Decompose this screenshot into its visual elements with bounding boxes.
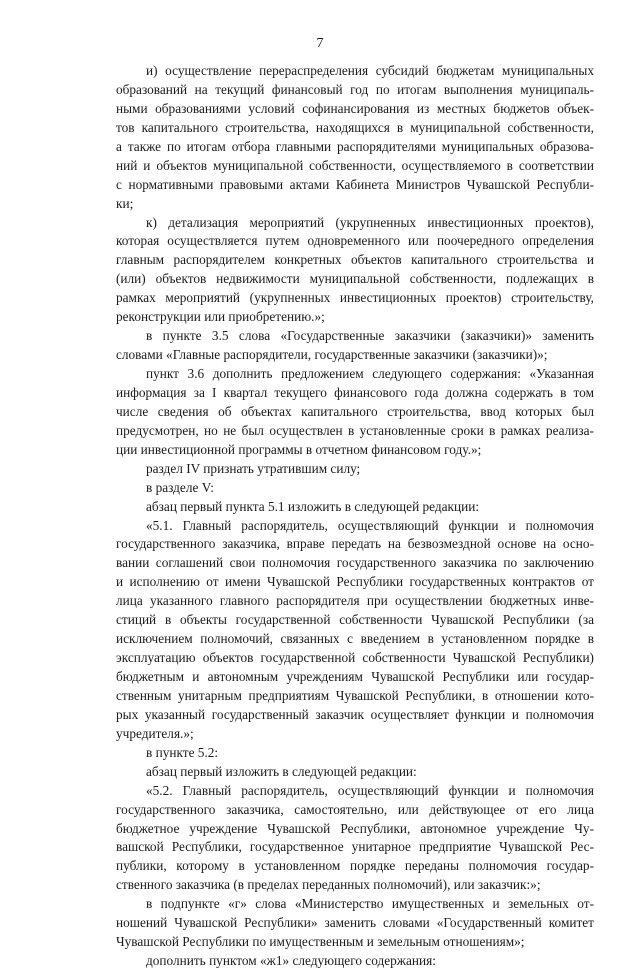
text-line: числе сведения об объектах капитального строительства, ввод которых был: [116, 403, 594, 419]
text-line: исключением полномочий, связанных с введением в установленном порядке в: [116, 631, 594, 647]
text-line: государственного заказчика, самостоятельно, или действующее от его лица: [116, 801, 594, 817]
document-body: [116, 62, 594, 971]
text-line: ношений Чувашской Республики» заменить словами «Государственный комитет: [116, 915, 594, 931]
text-line: ции инвестиционной программы в отчетном финансовом году.»;: [116, 441, 482, 457]
text-line: образований на текущий финансовый год по итогам выполнения муниципаль-: [116, 81, 594, 97]
text-line: вашской Республики, государственное унитарное предприятие Чувашской Рес-: [116, 839, 594, 855]
text-line: а также по итогам отбора главными распорядителями муниципальных образова-: [116, 138, 594, 154]
text-line: бюджетное учреждение Чувашской Республики, автономное учреждение Чу-: [116, 820, 594, 836]
text-line: предусмотрен, но не был осуществлен в установленные сроки в рамках реализа-: [116, 422, 594, 438]
text-line: вании соглашений свои полномочия государственного заказчика по заключению: [116, 555, 594, 571]
text-line: в разделе V:: [146, 479, 215, 495]
text-line: и) осуществление перераспределения субсидий бюджетам муниципальных: [146, 63, 594, 78]
text-line: в пункте 3.5 слова «Государственные заказчики (заказчики)» заменить: [146, 328, 594, 344]
text-line: тов капитального строительства, находящихся в муниципальной собственности,: [116, 119, 594, 135]
text-line: главным распорядителем конкретных объектов капитального строительства и: [116, 252, 594, 268]
text-line: ний и объектов муниципальной собственности, осуществляемого в соответствии: [116, 157, 594, 173]
text-line: ственным унитарным предприятиям Чувашской Республики, в отношении кото-: [116, 687, 594, 703]
text-line: в пункте 5.2:: [146, 744, 219, 760]
text-line: публики, которому в установленном порядке переданы полномочия государ-: [116, 858, 594, 874]
text-line: бюджетным и автономным учреждениям Чувашской Республики или государ-: [116, 669, 594, 684]
text-line: эксплуатацию объектов государственной собственности Чувашской Республики): [116, 650, 594, 666]
text-line: Чувашской Республики по имущественным и земельным отношениям»;: [116, 934, 525, 950]
text-line: информация за I квартал текущего финансового года должна содержать в том: [116, 384, 594, 400]
text-line: с нормативными правовыми актами Кабинета Министров Чувашской Республи-: [116, 176, 594, 192]
text-line: учредителя.»;: [116, 725, 194, 741]
text-line: (или) объектов недвижимости муниципальной собственности, подлежащих в: [116, 271, 594, 287]
text-line: лица указанного главного распорядителя при осуществлении бюджетных инве-: [116, 593, 594, 609]
text-line: пункт 3.6 дополнить предложением следующего содержания: «Указанная: [146, 366, 594, 381]
text-line: стиций в объекты государственной собственности Чувашской Республики (за: [116, 612, 594, 628]
text-line: абзац первый пункта 5.1 изложить в следующей редакции:: [146, 498, 480, 514]
text-line: рамках мероприятий (укрупненных инвестиционных проектов) строительству,: [116, 290, 594, 306]
text-line: «5.1. Главный распорядитель, осуществляющий функции и полномочия: [146, 517, 594, 533]
text-line: ными образованиями условий софинансирования из местных бюджетов объек-: [116, 100, 594, 116]
text-line: «5.2. Главный распорядитель, осуществляющий функции и полномочия: [146, 782, 594, 798]
text-line: словами «Главные распорядители, государственные заказчики (заказчики)»;: [116, 347, 548, 363]
text-line: реконструкции или приобретению.»;: [116, 309, 325, 325]
text-line: и исполнению от имени Чувашской Республики государственных контрактов от: [116, 574, 594, 590]
text-line: ственного заказчика (в пределах переданных полномочий), или заказчик:»;: [116, 877, 541, 893]
text-line: ки;: [116, 195, 134, 211]
text-line: к) детализация мероприятий (укрупненных инвестиционных проектов),: [146, 214, 594, 230]
text-line: раздел IV признать утратившим силу;: [146, 460, 361, 476]
text-line: в подпункте «г» слова «Министерство имущественных и земельных от-: [146, 896, 594, 912]
text-line: рых указанный государственный заказчик осуществляет функции и полномочия: [116, 706, 594, 722]
page-number: 7: [316, 36, 324, 51]
text-line: государственного заказчика, вправе передать на безвозмездной основе на осно-: [116, 536, 594, 552]
text-line: которая осуществляется путем одновременного или поочередного определения: [116, 233, 594, 249]
text-line: дополнить пунктом «ж1» следующего содержания:: [146, 953, 436, 969]
text-line: абзац первый изложить в следующей редакции:: [146, 763, 417, 779]
